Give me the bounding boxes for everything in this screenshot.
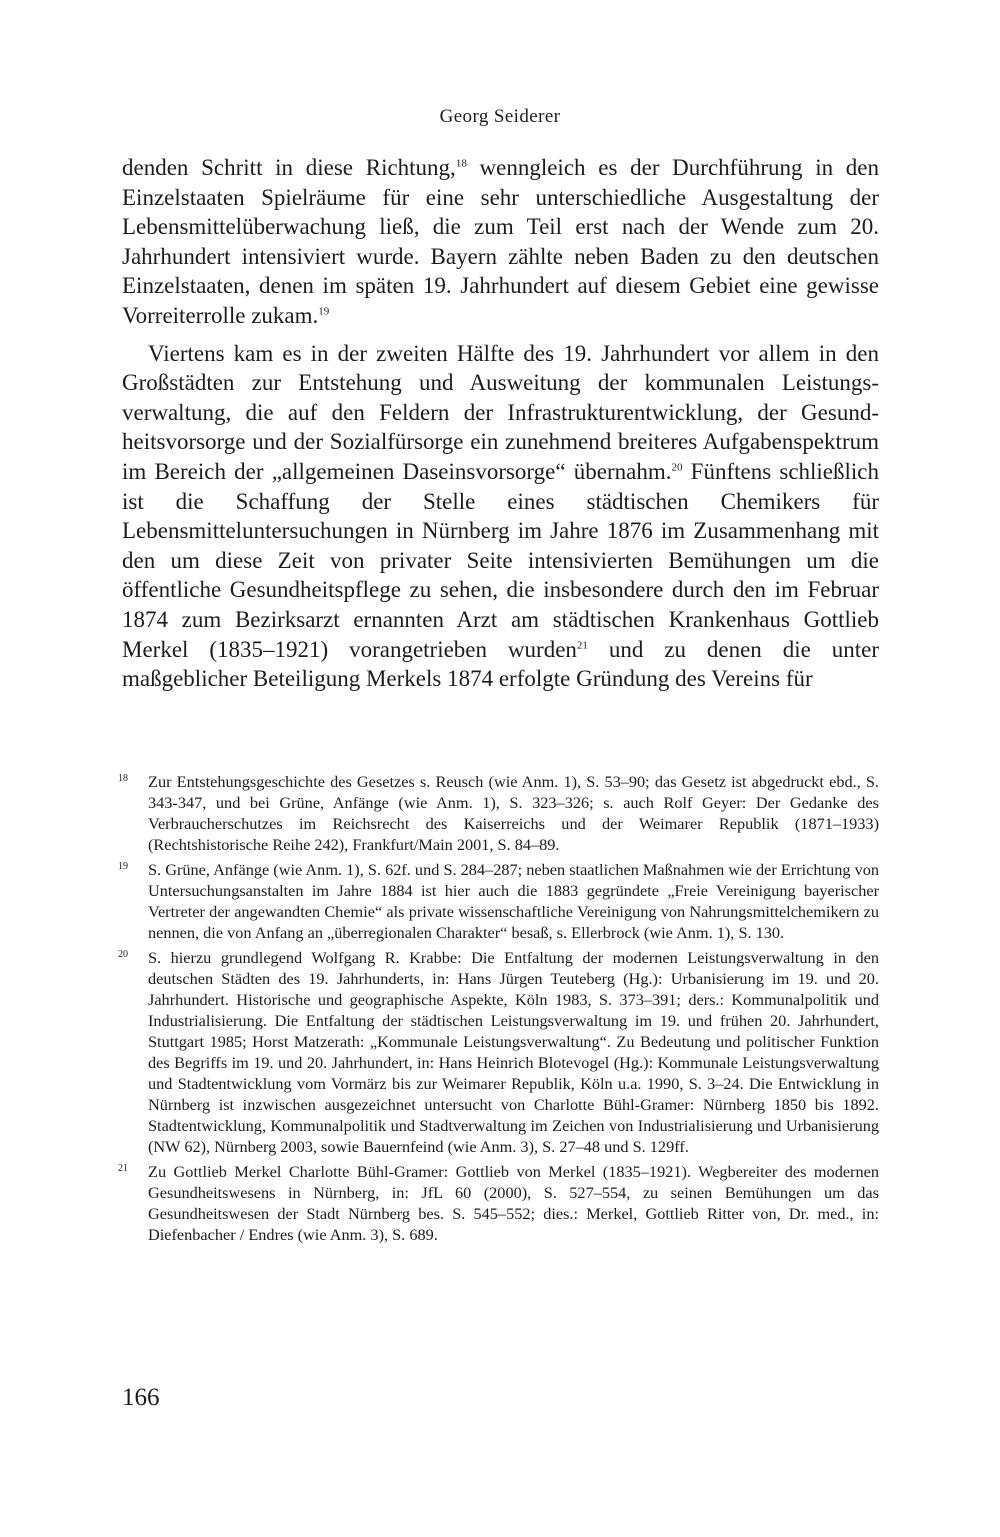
paragraph-2-text-c: und zu denen die unter maßgeblicher Beteiligung Merkels 1874 erfolgte Gründung des Vereins für xyxy=(122,636,879,692)
footnote-ref-21: 21 xyxy=(576,638,588,651)
footnote-number: 18 xyxy=(118,773,128,784)
paragraph-2-text-b: Fünftens schließlich ist die Schaffung der Stelle eines städtischen Chemikers für Lebensmitteluntersuchungen in Nürnberg im Jahre 1876 im Zusammenhang mit den um diese Zeit von privater Seite intensivierten Bemühungen um die öffentliche Gesundheitspflege zu sehen, die insbesondere durch den im Februar 1874 zum Bezirksarzt ernannten Arzt am städtischen Krankenhaus Gottlieb Merkel (1835–1921) vorangetrieben wurden xyxy=(122,458,880,662)
running-header: Georg Seiderer xyxy=(439,106,561,127)
footnote-ref-18: 18 xyxy=(455,157,467,170)
footnote-text: S. Grüne, Anfänge (wie Anm. 1), S. 62f. und S. 284–287; neben staatlichen Maßnahmen wie der Errichtung von Untersuchungsanstalten im Jahre 1884 ist hier auch die 1883 gegründete „Freie Vereinigung bayerischer Vertreter der angewandten Chemie“ als private wissenschaftliche Vereinigung von Nahrungsmittelchemikern zu nennen, die von Anfang an „überregionalen Charakter“ besaß, s. Ellerbrock (wie Anm. 1), S. 130. xyxy=(148,860,879,942)
paragraph-1-text-b: wenngleich es der Durchführung in den Einzelstaaten Spielräume für eine sehr unterschiedliche Ausgestaltung der Lebensmittelüberwachung ließ, die zum Teil erst nach der Wende zum 20. Jahrhundert intensiviert wurde. Bayern zählte neben Baden zu den deutschen Einzelstaaten, denen im späten 19. Jahrhundert auf diesem Gebiet eine gewisse Vorreiterrolle zukam. xyxy=(122,155,879,328)
footnote-21 xyxy=(118,1161,879,1245)
footnote-number: 21 xyxy=(118,1163,128,1174)
paragraph-2 xyxy=(122,339,879,694)
footnote-18 xyxy=(118,771,879,855)
footnote-ref-19: 19 xyxy=(318,305,330,318)
footnote-number: 20 xyxy=(118,949,128,960)
footnote-text: Zur Entstehungsgeschichte des Gesetzes s. Reusch (wie Anm. 1), S. 53–90; das Gesetz ist abgedruckt ebd., S. 343-347, und bei Grüne, Anfänge (wie Anm. 1), S. 323–326; s. auch Rolf Geyer: Der Gedanke des Verbraucherschutzes im Reichsrecht des Kaiserreichs und der Weimarer Republik (1871–1933) (Rechtshistorische Reihe 242), Frankfurt/Main 2001, S. 84–89. xyxy=(148,772,879,854)
page-number: 166 xyxy=(122,1384,160,1411)
footnotes xyxy=(118,771,879,1245)
paragraph-1-text-a: denden Schritt in diese Richtung, xyxy=(122,155,456,180)
paragraph-1 xyxy=(122,153,879,331)
paragraph-2-text-a: Viertens kam es in der zweiten Hälfte des 19. Jahrhundert vor allem in den Großstädten zur Entstehung und Ausweitung der kommunalen Leistungsverwaltung, die auf den Feldern der Infrastrukturentwicklung, der Gesundheitsvorsorge und der Sozialfürsorge ein zunehmend breiteres Aufgabenspektrum im Bereich der „allgemeinen Daseinsvorsorge“ übernahm. xyxy=(122,340,879,484)
footnote-text: S. hierzu grundlegend Wolfgang R. Krabbe: Die Entfaltung der modernen Leistungsverwaltung in den deutschen Städten des 19. Jahrhunderts, in: Hans Jürgen Teuteberg (Hg.): Urbanisierung im 19. und 20. Jahrhundert. Historische und geographische Aspekte, Köln 1983, S. 373–391; ders.: Kommunalpolitik und Industrialisierung. Die Entfaltung der städtischen Leistungsverwaltung im 19. und frühen 20. Jahrhundert, Stuttgart 1985; Horst Matzerath: „Kommunale Leistungsverwaltung“. Zu Bedeutung und politischer Funktion des Begriffs im 19. und 20. Jahrhundert, in: Hans Heinrich Blotevogel (Hg.): Kommunale Leistungsverwaltung und Stadtentwicklung vom Vormärz bis zur Weimarer Republik, Köln u.a. 1990, S. 3–24. Die Entwicklung in Nürnberg ist inzwischen ausgezeichnet untersucht von Charlotte Bühl-Gramer: Nürnberg 1850 bis 1892. Stadtentwicklung, Kommunalpolitik und Stadtverwaltung im Zeichen von Industrialisierung und Urbanisierung (NW 62), Nürnberg 2003, sowie Bauernfeind (wie Anm. 3), S. 27–48 und S. 129ff. xyxy=(148,948,879,1156)
footnote-ref-20: 20 xyxy=(671,461,683,474)
footnote-number: 19 xyxy=(118,861,128,872)
footnote-20 xyxy=(118,947,879,1157)
footnote-text: Zu Gottlieb Merkel Charlotte Bühl-Gramer: Gottlieb von Merkel (1835–1921). Wegbereiter des modernen Gesundheitswesens in Nürnberg, in: JfL 60 (2000), S. 527–554, zu seinen Bemühungen um das Gesundheitswesen der Stadt Nürnberg bes. S. 545–552; dies.: Merkel, Gottlieb Ritter von, Dr. med., in: Diefenbacher / Endres (wie Anm. 3), S. 689. xyxy=(148,1162,879,1244)
main-text xyxy=(122,153,879,694)
footnote-19 xyxy=(118,859,879,943)
